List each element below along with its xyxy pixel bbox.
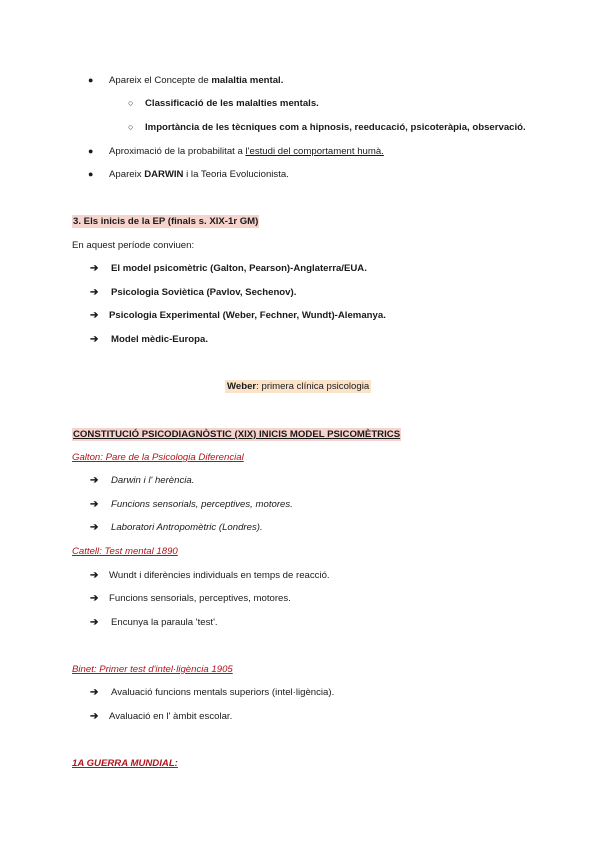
list-item: Funcions sensorials, perceptives, motores. [109, 593, 291, 604]
list-item: Darwin i l' herència. [111, 475, 195, 486]
list-item: El model psicomètric (Galton, Pearson)-Anglaterra/EUA. [111, 263, 367, 274]
arrow-icon: ➔ [90, 617, 99, 628]
arrow-icon: ➔ [90, 570, 99, 581]
arrow-icon: ➔ [90, 287, 99, 298]
bullet-text: Apareix DARWIN i la Teoria Evolucionista. [109, 169, 289, 180]
sub-bullet-text: Importància de les tècniques com a hipnosis, reeducació, psicoteràpia, observació. [145, 122, 526, 133]
section-heading: 3. Els inicis de la EP (finals s. XIX-1r GM) [73, 216, 259, 227]
arrow-icon: ➔ [90, 711, 99, 722]
arrow-icon: ➔ [90, 334, 99, 345]
circle-bullet-icon: ○ [128, 122, 134, 132]
binet-title: Binet: Primer test d'intel·ligència 1905 [72, 664, 233, 675]
list-item: Psicologia Experimental (Weber, Fechner, Wundt)-Alemanya. [109, 310, 386, 321]
bullet-text: Aproximació de la probabilitat a l'estudi del comportament humà. [109, 146, 384, 157]
constitution-heading: CONSTITUCIÓ PSICODIAGNÒSTIC (XIX) INICIS MODEL PSICOMÈTRICS [73, 429, 401, 440]
section-intro: En aquest període conviuen: [72, 240, 195, 251]
cattell-title: Cattell: Test mental 1890 [72, 546, 178, 557]
arrow-icon: ➔ [90, 593, 99, 604]
ww1-heading: 1A GUERRA MUNDIAL: [72, 758, 178, 769]
arrow-icon: ➔ [90, 310, 99, 321]
list-item: Laboratori Antropomètric (Londres). [111, 522, 263, 533]
weber-note: Weber: primera clínica psicologia [227, 381, 370, 392]
list-item: Wundt i diferències individuals en temps de reacció. [109, 570, 330, 581]
arrow-icon: ➔ [90, 475, 99, 486]
arrow-icon: ➔ [90, 499, 99, 510]
galton-title: Galton: Pare de la Psicologia Diferencial [72, 452, 244, 463]
list-item: Funcions sensorials, perceptives, motores. [111, 499, 293, 510]
list-item: Encunya la paraula 'test'. [111, 617, 218, 628]
list-item: Model mèdic-Europa. [111, 334, 209, 345]
sub-bullet-text: Classificació de les malalties mentals. [145, 98, 319, 109]
arrow-icon: ➔ [90, 263, 99, 274]
bullet-icon: ● [88, 75, 94, 85]
list-item: Psicologia Soviètica (Pavlov, Sechenov). [111, 287, 297, 298]
bullet-icon: ● [88, 146, 94, 156]
bullet-text: Apareix el Concepte de malaltia mental. [109, 75, 284, 86]
arrow-icon: ➔ [90, 522, 99, 533]
circle-bullet-icon: ○ [128, 98, 134, 108]
list-item: Avaluació en l' àmbit escolar. [109, 711, 233, 722]
list-item: Avaluació funcions mentals superiors (intel·ligència). [111, 687, 335, 698]
arrow-icon: ➔ [90, 687, 99, 698]
bullet-icon: ● [88, 169, 94, 179]
